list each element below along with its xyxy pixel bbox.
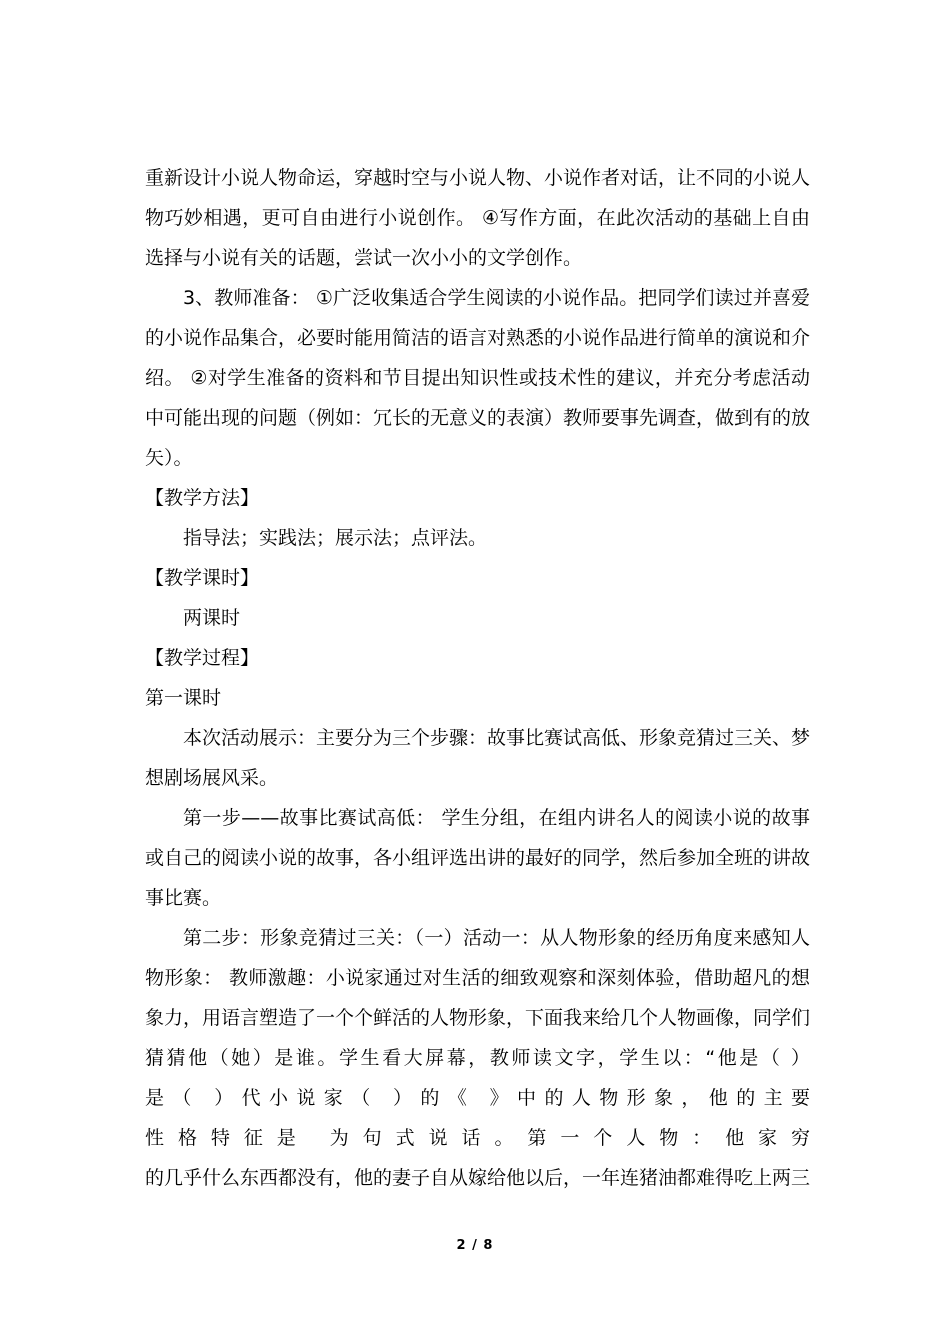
text-line: 的几乎什么东西都没有，他的妻子自从嫁给他以后，一年连猪油都难得吃上两三: [145, 1167, 811, 1189]
text-line: 想剧场展风采。: [145, 767, 279, 789]
section-heading: 【教学方法】: [145, 487, 260, 509]
text-line: 矢）。: [145, 447, 193, 469]
text-line: 重新设计小说人物命运，穿越时空与小说人物、小说作者对话，让不同的小说人: [145, 167, 811, 189]
text-line: 的小说作品集合，必要时能用简洁的语言对熟悉的小说作品进行简单的演说和介: [145, 327, 811, 349]
section-heading: 【教学过程】: [145, 647, 260, 669]
text-line: 猜猜他（她）是谁。学生看大屏幕，教师读文字，学生以：“他是（ ）: [145, 1047, 810, 1069]
text-line: 物巧妙相遇，更可自由进行小说创作。 ④写作方面，在此次活动的基础上自由: [145, 207, 810, 229]
text-line: 本次活动展示：主要分为三个步骤：故事比赛试高低、形象竞猜过三关、梦: [183, 727, 811, 749]
text-line: 第一步——故事比赛试高低： 学生分组，在组内讲名人的阅读小说的故事: [183, 807, 810, 829]
text-line: 选择与小说有关的话题，尝试一次小小的文学创作。: [145, 247, 583, 269]
text-line: 第二步：形象竞猜过三关：（一）活动一：从人物形象的经历角度来感知人: [183, 927, 810, 949]
page-number: 2 / 8: [456, 1238, 494, 1253]
text-line: 第一课时: [145, 687, 222, 709]
text-line: 是（ ）代小说家（ ）的《 》中的人物形象，他的主要: [145, 1087, 810, 1109]
section-heading: 【教学课时】: [145, 567, 260, 589]
text-line: 物形象： 教师激趣：小说家通过对生活的细致观察和深刻体验，借助超凡的想: [145, 967, 810, 989]
text-line: 3、教师准备： ①广泛收集适合学生阅读的小说作品。把同学们读过并喜爱: [183, 287, 810, 309]
text-line: 指导法；实践法；展示法；点评法。: [183, 527, 488, 549]
text-line: 绍。 ②对学生准备的资料和节目提出知识性或技术性的建议，并充分考虑活动: [145, 367, 810, 389]
text-line: 象力，用语言塑造了一个个鲜活的人物形象，下面我来给几个人物画像，同学们: [145, 1007, 811, 1029]
text-line: 中可能出现的问题（例如：冗长的无意义的表演）教师要事先调查，做到有的放: [145, 407, 811, 429]
text-line: 两课时: [183, 607, 241, 629]
text-line: 事比赛。: [145, 887, 222, 909]
text-line: 或自己的阅读小说的故事，各小组评选出讲的最好的同学，然后参加全班的讲故: [145, 847, 811, 869]
text-line: 性格特征是 为句式说话。第一个人物：他家穷: [145, 1127, 810, 1149]
